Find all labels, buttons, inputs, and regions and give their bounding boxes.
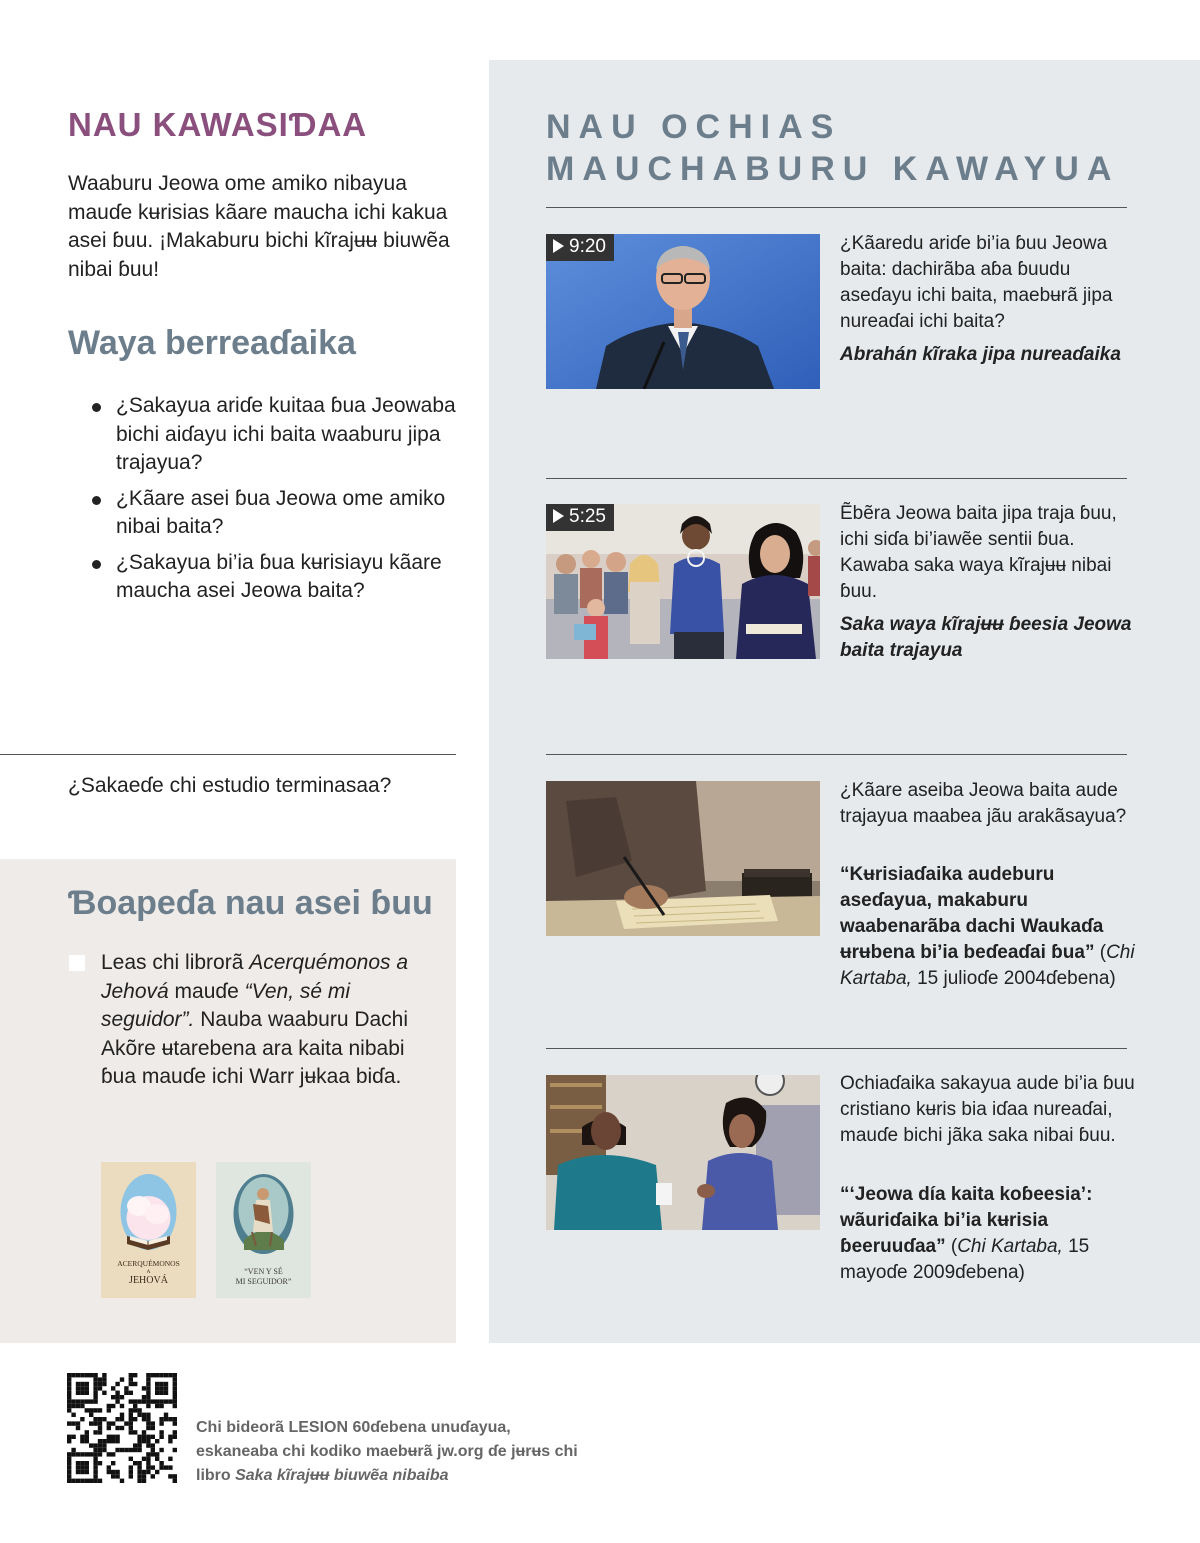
footer-text-part: Chi bideorã LESION 60ɗebena unuɗayua, eskaneaba chi kodiko maebʉrã jw.org ɗe jʉrʉs chi libro: [196, 1419, 578, 1484]
item-title-text: Saka waya kĩrajʉʉ ɓeesia Jeowa baita trajayua: [840, 614, 1132, 661]
video-duration-badge: [546, 234, 614, 261]
task-text-part: mauɗe: [168, 979, 245, 1003]
footer-text: [196, 1416, 596, 1488]
review-question: [92, 485, 462, 542]
bullet-icon: [92, 560, 101, 569]
task-book-title: Acerquémonos a Jehová: [101, 951, 409, 1003]
item-source-part: (: [1094, 942, 1107, 963]
video-thumbnail[interactable]: [546, 234, 820, 389]
review-question-text: ¿Sakayua ariɗe kuitaa ɓua Jeowaba bichi aiɗayu ichi baita waaburu jipa trajayua?: [116, 394, 456, 474]
video-thumbnail[interactable]: [546, 504, 820, 659]
explore-heading-line2: MAUCHABURU KAWAYUA: [546, 150, 1120, 188]
review-question-list: [92, 392, 462, 613]
item-title[interactable]: [840, 1182, 1135, 1286]
video-duration: 9:20: [569, 236, 606, 257]
play-icon: [553, 509, 564, 523]
item-title-text: Abrahán kĩraka jipa nureaɗaika: [840, 344, 1121, 365]
cover-1-line1: ACERQUÉMONOS: [117, 1259, 180, 1268]
item-source-part: (: [945, 1236, 958, 1257]
finish-question: ¿Sakaeɗe chi estudio terminasaa?: [68, 774, 392, 797]
review-question: [92, 392, 462, 478]
item-source-magazine: Chi Kartaba,: [957, 1236, 1063, 1257]
video-duration: 5:25: [569, 506, 606, 527]
cover-1-line2: A: [146, 1269, 151, 1275]
item-divider: [546, 754, 1127, 755]
review-question-text: ¿Sakayua bi’ia ɓua kʉrisiayu kãare maucha asei Jeowa baita?: [116, 550, 442, 602]
bullet-icon: [92, 403, 101, 412]
task-heading: Ɓoapeɗa nau asei ɓuu: [68, 884, 433, 922]
review-question: [92, 549, 462, 606]
review-question-text: ¿Kãare asei ɓua Jeowa ome amiko nibai baita?: [116, 486, 446, 538]
explore-heading-line1: NAU OCHIAS: [546, 108, 842, 146]
item-divider: [546, 1048, 1127, 1049]
task-text-part: Leas chi librorã: [101, 951, 250, 974]
item-divider: [546, 207, 1127, 208]
article-image[interactable]: [546, 1075, 820, 1230]
cover-2-line2: MI SEGUIDOR”: [235, 1277, 292, 1286]
item-divider: [546, 478, 1127, 479]
cover-2-line1: “VEN Y SÉ: [244, 1267, 283, 1276]
item-description: ¿Kãare aseiba Jeowa baita aude trajayua maabea jãu arakãsayua?: [840, 780, 1127, 827]
summary-text: Waaburu Jeowa ome amiko nibayua mauɗe kʉrisias kãare maucha ichi kakua asei ɓuu. ¡Makaburu bichi kĩrajʉʉ biuwẽa nibai ɓuu!: [68, 172, 450, 281]
bullet-icon: [92, 496, 101, 505]
review-heading: Waya berreaɗaika: [68, 324, 356, 362]
item-title[interactable]: [840, 862, 1135, 992]
item-title[interactable]: [840, 342, 1135, 368]
item-title[interactable]: [840, 612, 1135, 664]
item-description: Ochiaɗaika sakayua aude bi’ia ɓuu cristiano kʉris bia iɗaa nureaɗai, mauɗe bichi jãka saka nibai ɓuu.: [840, 1073, 1135, 1146]
explore-heading: [546, 106, 1119, 190]
summary-heading: NAU KAWASIƊAA: [68, 106, 368, 143]
task-book-title: “Ven, sé mi seguidor”.: [101, 979, 351, 1031]
item-title-text: “Kʉrisiaɗaika audeburu aseɗayua, makaburu waabenarãba dachi Waukaɗa ʉrʉbena bi’ia beɗeaɗai ɓua”: [840, 864, 1104, 963]
item-source-part: 15 mayoɗe 2009ɗebena): [840, 1236, 1090, 1283]
play-icon: [553, 239, 564, 253]
book-cover-acerquemonos[interactable]: [101, 1162, 196, 1298]
task-text: [101, 949, 431, 1092]
item-source-magazine: Chi Kartaba,: [840, 942, 1135, 989]
cover-1-line3: JEHOVÁ: [129, 1275, 168, 1286]
item-description: ¿Kãaredu ariɗe bi’ia ɓuu Jeowa baita: dachirãba aɓa ɓuudu aseɗayu ichi baita, maebʉrã jipa nureaɗai ichi baita?: [840, 233, 1113, 332]
footer-book-title: Saka kĩrajʉʉ biuwẽa nibaiba: [235, 1467, 449, 1484]
checkbox-icon[interactable]: [69, 955, 85, 971]
video-duration-badge: [546, 504, 614, 531]
book-cover-ven-se-mi-seguidor[interactable]: [216, 1162, 311, 1298]
article-image[interactable]: [546, 781, 820, 936]
task-text-part: Nauba waaburu Dachi Akõre ʉtarebena ara kaita nibabi ɓua mauɗe ichi Warr jʉkaa biɗa.: [101, 1008, 409, 1088]
section-divider: [0, 754, 456, 755]
item-title-text: “‘Jeowa día kaita koɓeesia’: wãuriɗaika bi’ia kʉrisia ɓeeruuɗaa”: [840, 1184, 1093, 1257]
qr-code-icon[interactable]: [67, 1373, 177, 1483]
item-description: Ẽbẽra Jeowa baita jipa traja ɓuu, ichi siɗa bi’iawẽe sentii ɓua. Kawaba saka waya kĩrajʉʉ nibai ɓuu.: [840, 503, 1117, 602]
item-source-part: 15 julioɗe 2004ɗebena): [911, 968, 1116, 989]
